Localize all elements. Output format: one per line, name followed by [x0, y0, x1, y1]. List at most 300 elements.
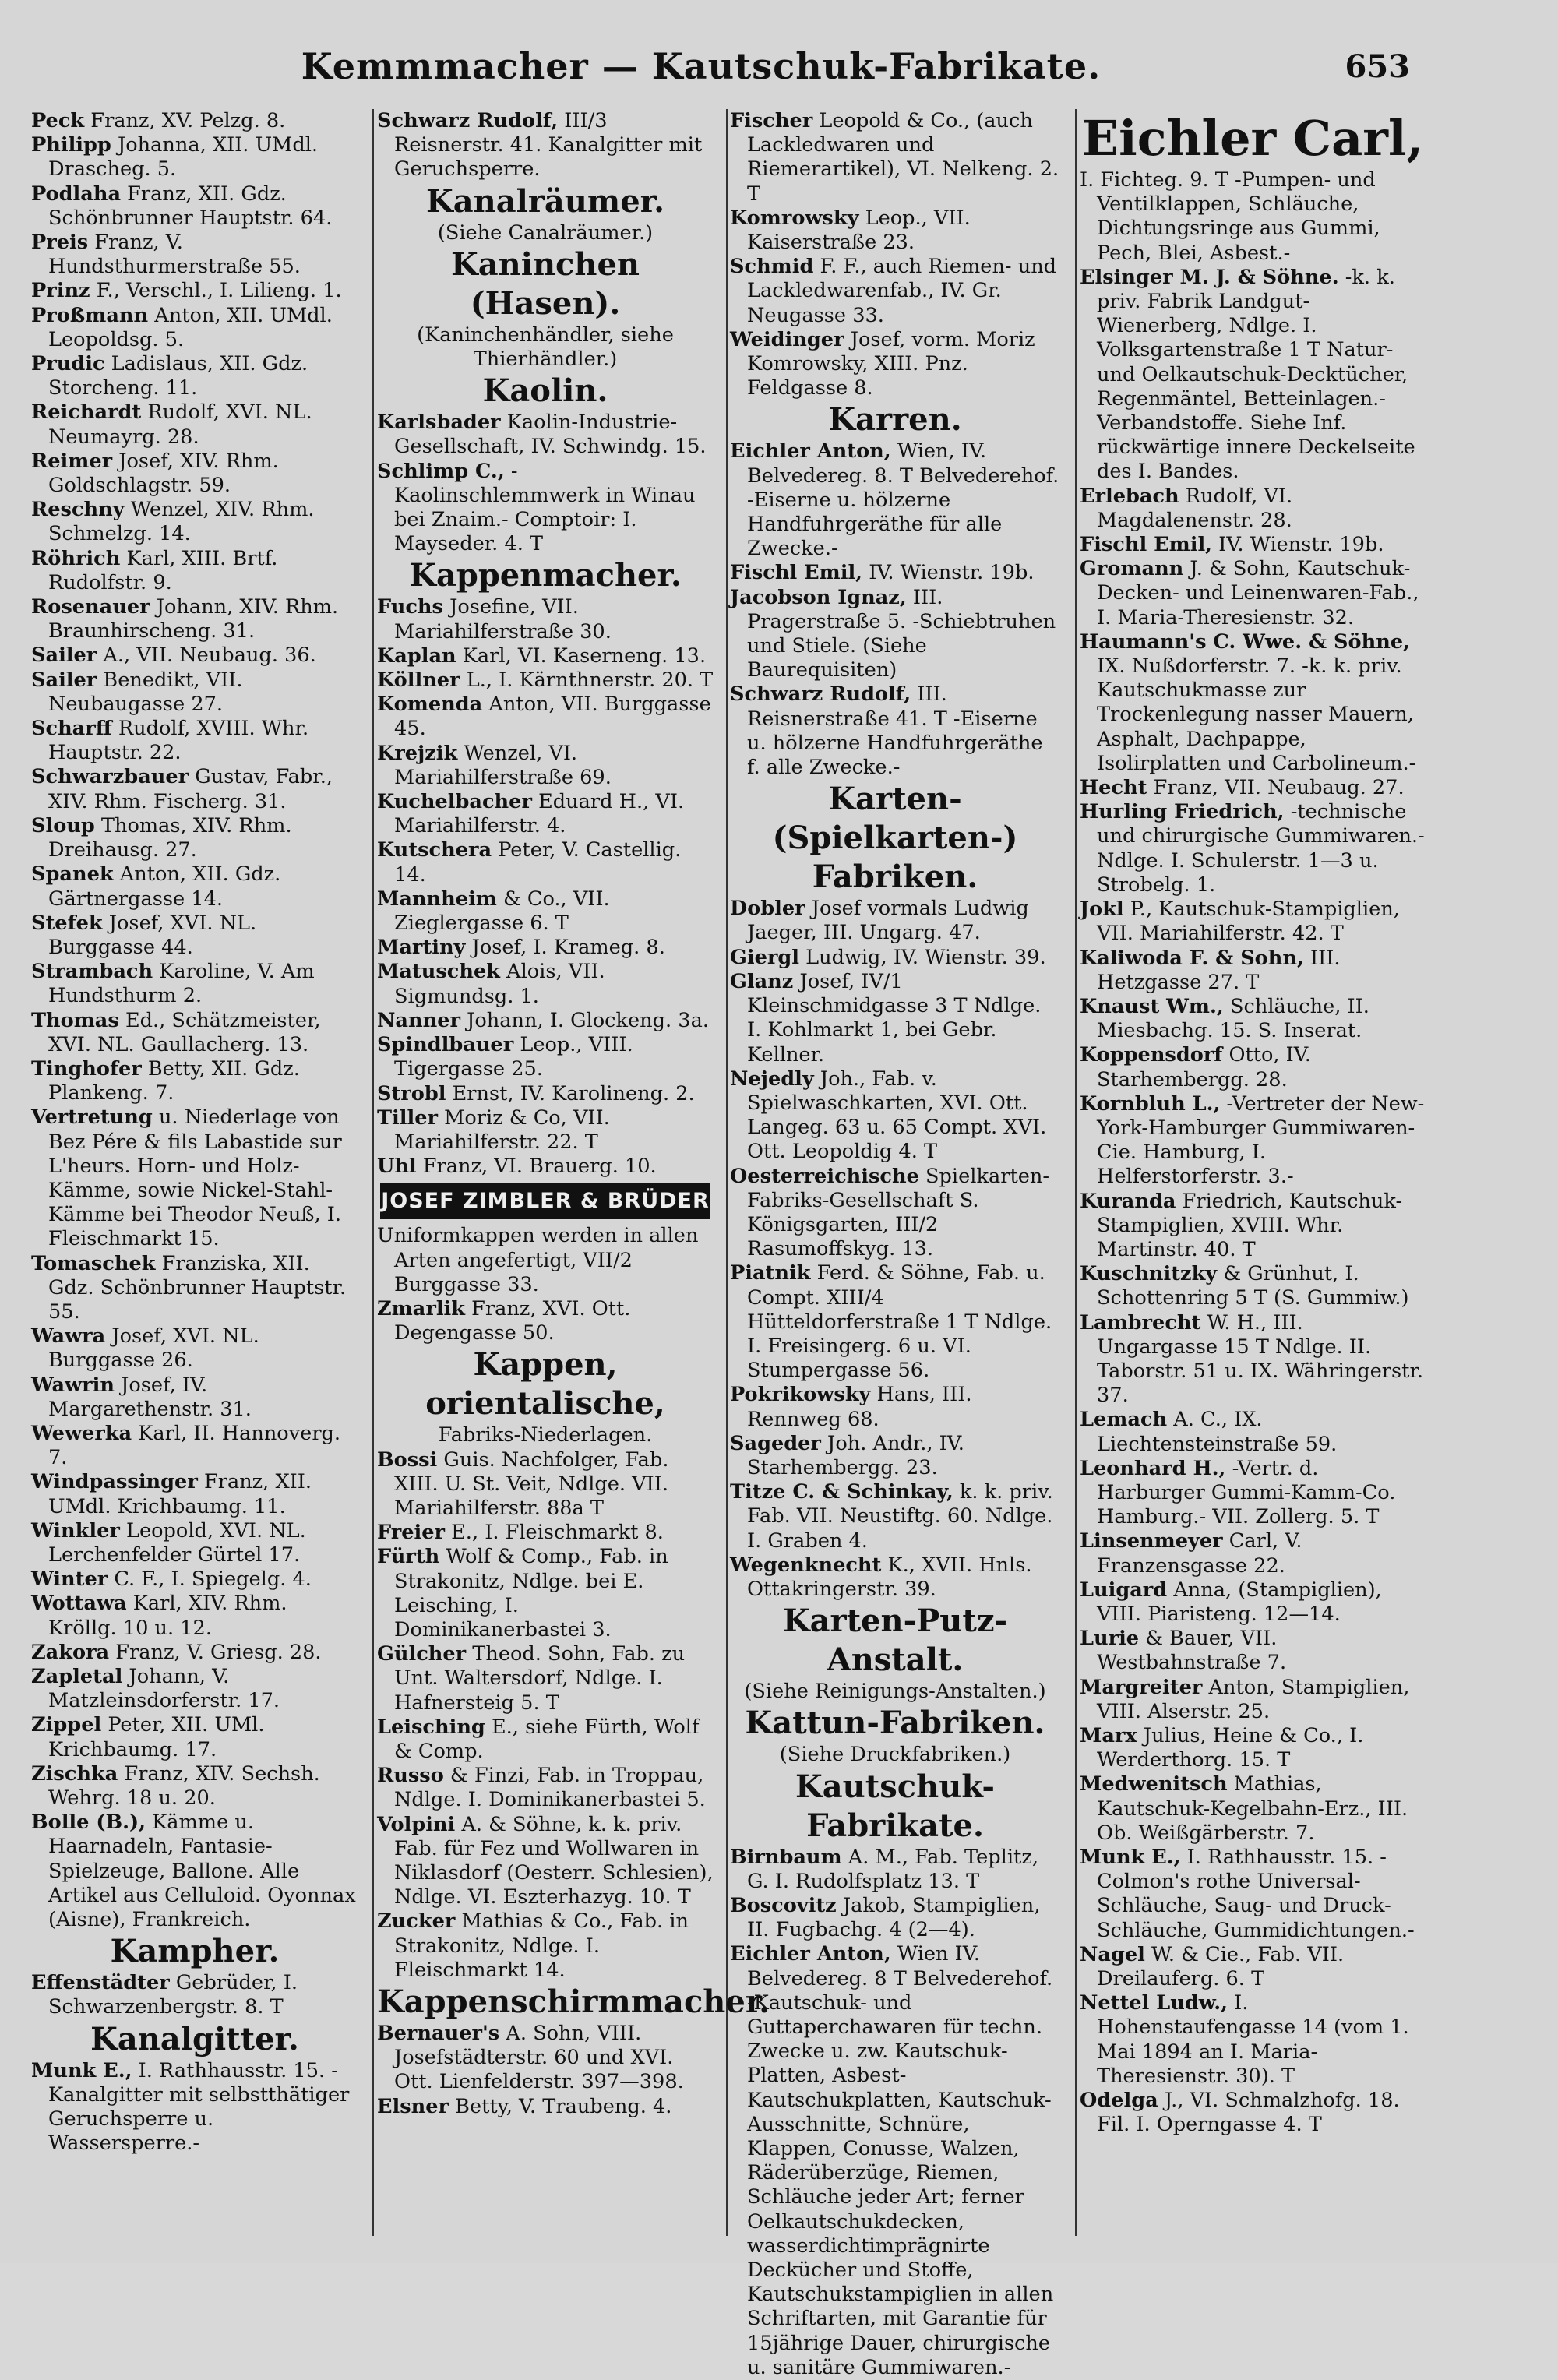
- directory-entry: [1080, 947, 1426, 995]
- directory-entry: [1080, 1846, 1426, 1943]
- entry-name: Luigard: [1080, 1578, 1168, 1602]
- entry-name: Peck: [31, 109, 85, 132]
- directory-entry: [377, 1155, 714, 1179]
- directory-entry: [377, 1009, 714, 1033]
- directory-entry: [1080, 800, 1426, 897]
- entry-name: Thomas: [31, 1008, 119, 1032]
- entry-name: Sailer: [31, 668, 97, 692]
- directory-entry: [31, 1567, 358, 1592]
- entry-name: Piatnik: [730, 1261, 811, 1285]
- entry-details: Ferd. & Söhne, Fab. u. Compt. XIII/4 Hütteldorferstraße 1 T Ndlge. I. Freisingerg. 6 u. VI. Stumpergasse 56.: [747, 1261, 1052, 1383]
- entry-details: Betty, V. Traubeng. 4.: [449, 2094, 672, 2118]
- entry-details: Wenzel, VI. Mariahilferstraße 69.: [394, 741, 612, 789]
- directory-entry: [377, 1448, 714, 1521]
- directory-entry: [31, 1105, 358, 1251]
- entry-details: Johann, I. Glockeng. 3a.: [460, 1008, 709, 1032]
- entry-name: Zakora: [31, 1640, 110, 1664]
- entry-details: Josef, XVI. NL. Burggasse 44.: [48, 911, 257, 959]
- entry-details: Franz, XII. UMdl. Krichbaumg. 11.: [48, 1470, 312, 1518]
- entry-name: Elsinger M. J. & Söhne.: [1080, 265, 1339, 289]
- entry-name: Effenstädter: [31, 1971, 170, 1995]
- directory-entry: [377, 595, 714, 643]
- entry-details: -technische und chirurgische Gummiwaren.- Ndlge. I. Schulerstr. 1—3 u. Strobelg. 1.: [1097, 800, 1425, 897]
- entry-name: Kaliwoda F. & Sohn,: [1080, 946, 1304, 970]
- directory-entry: [730, 1894, 1060, 1942]
- entry-name: Zucker: [377, 1909, 456, 1934]
- entry-name: Winkler: [31, 1518, 120, 1543]
- directory-entry: [31, 1713, 358, 1761]
- directory-entry: [1080, 1457, 1426, 1530]
- entry-name: Stefek: [31, 911, 103, 935]
- directory-entry: [1080, 1724, 1426, 1772]
- entry-details: Wien IV. Belvedereg. 8 T Belvederehof. -Kautschuk- und Guttaperchawaren für techn. Zwecke u. zw. Kautschuk-Platten, Asbest-Kautschukplatten, Kautschuk-Ausschnitte, Schnüre, Klappen, Conusse, Walzen, Räderüberzüge, Riemen, Schläuche jeder Art; ferner Oelkautschukdecken, wasserdichtimprägnirte Deckücher und Stoffe, Kautschukstampiglien in allen Schriftarten, mit Garantie für 15jährige Dauer, chirurgische u. sanitäre Gummiwaren.-: [747, 1942, 1054, 2379]
- entry-name: Bernauer's: [377, 2022, 500, 2045]
- entry-details: Mathias & Co., Fab. in Strakonitz, Ndlge. I. Fleischmarkt 14.: [394, 1909, 689, 1982]
- entry-details: Betty, XII. Gdz. Plankeng. 7.: [48, 1056, 300, 1105]
- directory-entry: [31, 498, 358, 546]
- directory-entry: [730, 1067, 1060, 1165]
- directory-entry: [1080, 533, 1426, 557]
- directory-entry: [31, 547, 358, 595]
- directory-entry: [1080, 897, 1426, 946]
- entry-details: Leopold & Co., (auch Lackledwaren und Riemerartikel), VI. Nelkeng. 2. T: [747, 109, 1059, 206]
- entry-name: Zischka: [31, 1761, 118, 1786]
- entry-name: Eichler Anton,: [730, 1942, 891, 1966]
- directory-entry: [31, 1762, 358, 1811]
- directory-entry: [31, 182, 358, 231]
- directory-entry: [377, 887, 714, 936]
- entry-name: Philipp: [31, 133, 111, 157]
- directory-entry: [31, 862, 358, 911]
- entry-details: I. Hohenstaufengasse 14 (vom 1. Mai 1894 an I. Maria-Theresienstr. 30). T: [1097, 1991, 1409, 2088]
- entry-name: Rosenauer: [31, 595, 150, 619]
- section-heading: Kaolin.: [482, 372, 608, 410]
- entry-details: III/3 Reisnerstr. 41. Kanalgitter mit Geruchsperre.: [394, 109, 703, 182]
- entry-name: Windpassinger: [31, 1470, 198, 1494]
- directory-entry: [377, 1033, 714, 1081]
- entry-details: III. Pragerstraße 5. -Schiebtruhen und Stiele. (Siehe Baurequisiten): [747, 585, 1056, 682]
- directory-entry: [31, 911, 358, 960]
- entry-details: J., VI. Schmalzhofg. 18. Fil. I. Operngasse 4. T: [1097, 2089, 1400, 2137]
- entry-name: Matuschek: [377, 960, 500, 984]
- directory-entry: [730, 206, 1060, 255]
- entry-details: Moriz & Co, VII. Mariahilferstr. 22. T: [394, 1105, 610, 1154]
- entry-details: F. F., auch Riemen- und Lackledwarenfab., IV. Gr. Neugasse 33.: [747, 255, 1057, 327]
- entry-details: Franz, XV. Pelzg. 8.: [84, 109, 286, 132]
- directory-entry: [730, 1165, 1060, 1262]
- entry-name: Wawrin: [31, 1373, 115, 1397]
- entry-details: Gustav, Fabr., XIV. Rhm. Fischerg. 31.: [48, 765, 333, 813]
- entry-name: Munk E.,: [1080, 1846, 1181, 1870]
- entry-details: Karl, VI. Kaserneng. 13.: [456, 643, 707, 668]
- section-heading: Karren.: [828, 401, 962, 439]
- directory-entry: [1080, 1311, 1426, 1409]
- directory-entry: [31, 1422, 358, 1470]
- entry-name: Wottawa: [31, 1592, 127, 1616]
- entry-name: Nejedly: [730, 1067, 814, 1091]
- entry-details: Rudolf, XVIII. Whr. Hauptstr. 22.: [48, 717, 309, 765]
- entry-details: W. H., III. Ungargasse 15 T Ndlge. II. Taborstr. 51 u. IX. Währingerstr. 37.: [1097, 1310, 1424, 1408]
- directory-entry: [377, 1545, 714, 1642]
- entry-name: Jokl: [1080, 897, 1124, 922]
- entry-details: III. Hetzgasse 27. T: [1097, 946, 1341, 994]
- section-note: (Siehe Druckfabriken.): [779, 1743, 1011, 1767]
- entry-name: Tiller: [377, 1105, 438, 1130]
- entry-details: F., Verschl., I. Lilieng. 1.: [90, 279, 342, 303]
- directory-entry: [31, 765, 358, 813]
- directory-entry: [31, 960, 358, 1008]
- directory-entry: [1080, 557, 1426, 630]
- entry-name: Koppensdorf: [1080, 1043, 1223, 1067]
- section-heading: Karten-(Spielkarten-) Fabriken.: [772, 781, 1018, 896]
- directory-entry: [31, 668, 358, 717]
- directory-entry: [31, 1592, 358, 1640]
- entry-name: Zmarlik: [377, 1296, 466, 1320]
- entry-details: Leop., VIII. Tigergasse 25.: [394, 1033, 633, 1081]
- directory-entry: [1080, 1627, 1426, 1675]
- entry-name: Schwarzbauer: [31, 765, 189, 789]
- directory-entry: [31, 717, 358, 765]
- entry-details: C. F., I. Spiegelg. 4.: [108, 1567, 312, 1592]
- entry-details: Anton, XII. Gdz. Gärtnergasse 14.: [48, 862, 281, 911]
- directory-entry: [1080, 1262, 1426, 1310]
- display-advertisement-name: Eichler Carl,: [1081, 110, 1424, 167]
- entry-details: Friedrich, Kautschuk-Stampiglien, XVIII. Whr. Martinstr. 40. T: [1097, 1189, 1403, 1261]
- directory-entry: [31, 1252, 358, 1325]
- entry-name: Komenda: [377, 693, 483, 717]
- entry-name: Krejzik: [377, 741, 458, 765]
- entry-name: Birnbaum: [730, 1845, 842, 1869]
- entry-name: Sageder: [730, 1431, 821, 1455]
- section-heading: Kappen, orientalische,: [425, 1346, 665, 1423]
- directory-entry: [31, 231, 358, 279]
- entry-name: Dobler: [730, 897, 805, 921]
- directory-entry: [31, 643, 358, 668]
- entry-details: Theod. Sohn, Fab. zu Unt. Waltersdorf, Ndlge. I. Hafnersteig 5. T: [394, 1642, 686, 1715]
- entry-details: k. k. priv. Fab. VII. Neustiftg. 60. Ndlge. I. Graben 4.: [747, 1480, 1053, 1553]
- entry-name: Nagel: [1080, 1942, 1145, 1966]
- entry-details: Leopold, XVI. NL. Lerchenfelder Gürtel 17.: [48, 1518, 306, 1567]
- entry-details: Karl, II. Hannoverg. 7.: [48, 1421, 341, 1470]
- directory-entry: [1080, 776, 1426, 800]
- directory-entry: [377, 1715, 714, 1764]
- entry-name: Strobl: [377, 1081, 446, 1105]
- entry-name: Glanz: [730, 969, 794, 993]
- entry-name: Kuchelbacher: [377, 790, 532, 814]
- section-heading: Kampher.: [110, 1933, 280, 1970]
- entry-details: Josef, IV. Margarethenstr. 31.: [48, 1373, 252, 1421]
- entry-details: A. M., Fab. Teplitz, G. I. Rudolfsplatz 13. T: [747, 1845, 1038, 1893]
- entry-details: I. Rathhausstr. 15. -Kanalgitter mit selbstthätiger Geruchsperre u. Wassersperre.-: [48, 2058, 350, 2156]
- entry-name: Zapletal: [31, 1665, 123, 1688]
- entry-name: Tomaschek: [31, 1251, 156, 1275]
- entry-name: Reschny: [31, 498, 125, 522]
- directory-entry: [730, 1846, 1060, 1894]
- directory-entry: [1080, 485, 1426, 533]
- directory-entry: [730, 946, 1060, 970]
- directory-entry: [31, 352, 358, 400]
- entry-details: Spielkarten-Fabriks-Gesellschaft S. Königsgarten, III/2 Rasumoffskyg. 13.: [747, 1164, 1050, 1261]
- entry-details: Joh. Andr., IV. Starhembergg. 23.: [747, 1431, 964, 1479]
- entry-details: IV. Wienstr. 19b.: [862, 561, 1035, 585]
- directory-entry: [1080, 1190, 1426, 1263]
- directory-entry: [31, 595, 358, 643]
- directory-entry: [31, 279, 358, 303]
- entry-name: Leisching: [377, 1715, 485, 1739]
- directory-entry: [1080, 1408, 1426, 1456]
- entry-details: Mathias, Kautschuk-Kegelbahn-Erz., III. Ob. Weißgärberstr. 7.: [1097, 1772, 1408, 1845]
- entry-details: J. & Sohn, Kautschuk-Decken- und Leinenwaren-Fab., I. Maria-Theresienstr. 32.: [1097, 557, 1419, 629]
- directory-entry: [730, 439, 1060, 561]
- directory-entry: [31, 1470, 358, 1518]
- directory-entry: [730, 1942, 1060, 2380]
- entry-details: Franz, V. Hundsthurmerstraße 55.: [48, 231, 301, 279]
- entry-name: Reichardt: [31, 400, 142, 425]
- entry-name: Munk E.,: [31, 2058, 132, 2082]
- entry-details: Otto, IV. Starhembergg. 28.: [1097, 1043, 1311, 1091]
- directory-entry: [1080, 1578, 1426, 1627]
- columns: [31, 109, 1426, 2379]
- entry-name: Martiny: [377, 936, 466, 960]
- entry-details: Franz, XII. Gdz. Schönbrunner Hauptstr. 64.: [48, 182, 333, 230]
- entry-name: Knaust Wm.,: [1080, 994, 1224, 1018]
- directory-entry: [31, 1665, 358, 1713]
- entry-name: Nanner: [377, 1008, 460, 1032]
- entry-name: Giergl: [730, 945, 799, 969]
- entry-name: Lurie: [1080, 1627, 1140, 1651]
- entry-name: Kuranda: [1080, 1189, 1176, 1213]
- section-heading: Kattun-Fabriken.: [745, 1705, 1045, 1742]
- directory-entry: [730, 1480, 1060, 1553]
- directory-entry: [31, 304, 358, 352]
- entry-name: Haumann's C. Wwe. & Söhne,: [1080, 629, 1411, 654]
- section-heading: Karten-Putz-Anstalt.: [782, 1603, 1008, 1679]
- entry-details: Gebrüder, I. Schwarzenbergstr. 8. T: [48, 1971, 298, 2019]
- entry-details: Julius, Heine & Co., I. Werderthorg. 15. T: [1097, 1724, 1364, 1772]
- entry-name: Eichler Anton,: [730, 439, 891, 464]
- entry-name: Kutschera: [377, 838, 492, 862]
- section-note: (Siehe Reinigungs-Anstalten.): [744, 1680, 1046, 1704]
- section-heading: Kautschuk-Fabrikate.: [795, 1768, 995, 1844]
- entry-name: Prudic: [31, 352, 105, 376]
- entry-name: Hecht: [1080, 776, 1147, 800]
- entry-name: Freier: [377, 1521, 445, 1545]
- directory-entry: [31, 109, 358, 133]
- entry-details: I. Rathhausstr. 15. -Colmon's rothe Universal-Schläuche, Saug- und Druck-Schläuche, Gummidichtungen.-: [1097, 1846, 1415, 1942]
- entry-details: Karoline, V. Am Hundsthurm 2.: [48, 960, 315, 1008]
- entry-name: Karlsbader: [377, 411, 501, 435]
- directory-entry: [377, 693, 714, 741]
- directory-entry: [1080, 168, 1426, 266]
- directory-entry: [1080, 1092, 1426, 1190]
- directory-entry: [31, 1519, 358, 1567]
- entry-name: Linsenmeyer: [1080, 1529, 1223, 1553]
- entry-details: Johann, V. Matzleinsdorferstr. 17.: [48, 1665, 280, 1713]
- entry-details: Eduard H., VI. Mariahilferstr. 4.: [394, 790, 685, 838]
- directory-entry: [377, 2022, 714, 2095]
- entry-name: Jacobson Ignaz,: [730, 585, 907, 609]
- entry-name: Erlebach: [1080, 484, 1179, 508]
- entry-details: Franz, XVI. Ott. Degengasse 50.: [394, 1296, 631, 1345]
- entry-details: Josef, vorm. Moriz Komrowsky, XIII. Pnz. Feldgasse 8.: [747, 327, 1035, 400]
- entry-name: Kaplan: [377, 643, 456, 668]
- directory-entry: [31, 1324, 358, 1373]
- entry-details: & Co., VII. Zieglergasse 6. T: [394, 887, 610, 936]
- entry-name: Fischl Emil,: [1080, 533, 1213, 557]
- entry-details: Josef vormals Ludwig Jaeger, III. Ungarg. 47.: [747, 897, 1029, 945]
- entry-name: Podlaha: [31, 182, 122, 206]
- entry-name: Vertretung: [31, 1105, 153, 1130]
- entry-name: Oesterreichische: [730, 1164, 919, 1188]
- entry-name: Boscovitz: [730, 1893, 837, 1917]
- entry-details: Rudolf, XVI. NL. Neumayrg. 28.: [48, 400, 312, 449]
- directory-entry: [1080, 1943, 1426, 1991]
- entry-details: W. & Cie., Fab. VII. Dreilauferg. 6. T: [1097, 1942, 1345, 1991]
- entry-details: Peter, XII. UMl. Krichbaumg. 17.: [48, 1713, 265, 1761]
- entry-name: Hurling Friedrich,: [1080, 800, 1285, 824]
- section-heading: Kanalräumer.: [425, 182, 665, 220]
- entry-details: -Vertr. d. Harburger Gummi-Kamm-Co. Hamburg.- VII. Zollerg. 5. T: [1097, 1456, 1396, 1529]
- entry-name: Prinz: [31, 279, 90, 303]
- entry-details: A. C., IX. Liechtensteinstraße 59.: [1097, 1408, 1338, 1456]
- directory-entry: [377, 411, 714, 459]
- section-heading: Kappenmacher.: [409, 557, 682, 594]
- entry-name: Fischl Emil,: [730, 561, 863, 585]
- entry-details: E., I. Fleischmarkt 8.: [444, 1521, 664, 1545]
- directory-entry: [1080, 995, 1426, 1043]
- directory-entry: [377, 1642, 714, 1715]
- entry-name: Wewerka: [31, 1421, 132, 1445]
- directory-entry: [377, 1082, 714, 1106]
- directory-entry: [1080, 630, 1426, 776]
- entry-name: Schwarz Rudolf,: [377, 109, 559, 132]
- entry-details: Peter, V. Castellig. 14.: [394, 838, 682, 887]
- entry-name: Tinghofer: [31, 1056, 142, 1081]
- page-number: 653: [1345, 48, 1410, 85]
- entry-name: Lemach: [1080, 1408, 1168, 1432]
- entry-name: Russo: [377, 1764, 444, 1788]
- entry-name: Mannheim: [377, 887, 497, 911]
- entry-details: Josef, XVI. NL. Burggasse 26.: [48, 1324, 259, 1373]
- entry-name: Fischer: [730, 109, 813, 132]
- entry-details: Franz, VII. Neubaug. 27.: [1147, 776, 1405, 800]
- entry-details: Anton, Stampiglien, VIII. Alserstr. 25.: [1097, 1675, 1410, 1723]
- directory-entry: [730, 328, 1060, 401]
- entry-name: Gromann: [1080, 557, 1184, 581]
- entry-name: Schwarz Rudolf,: [730, 682, 911, 707]
- directory-entry: [377, 2095, 714, 2119]
- directory-entry: [31, 814, 358, 862]
- entry-name: Fuchs: [377, 595, 443, 619]
- entry-details: Josef, XIV. Rhm. Goldschlagstr. 59.: [48, 449, 279, 498]
- directory-entry: [377, 1764, 714, 1812]
- entry-name: Volpini: [377, 1812, 456, 1836]
- entry-name: Preis: [31, 231, 89, 255]
- entry-details: Kaolin-Industrie-Gesellschaft, IV. Schwindg. 15.: [394, 411, 707, 459]
- entry-name: Sloup: [31, 813, 95, 837]
- directory-entry: [31, 133, 358, 182]
- entry-name: Leonhard H.,: [1080, 1456, 1226, 1480]
- directory-entry: [1080, 1772, 1426, 1846]
- entry-details: Rudolf, VI. Magdalenenstr. 28.: [1097, 484, 1293, 532]
- directory-entry: [730, 561, 1060, 585]
- directory-entry: [31, 1009, 358, 1057]
- entry-details: Johann, XIV. Rhm. Braunhirscheng. 31.: [48, 595, 339, 643]
- directory-entry: [730, 970, 1060, 1067]
- entry-details: Franz, VI. Brauerg. 10.: [416, 1155, 657, 1179]
- entry-details: Franziska, XII. Gdz. Schönbrunner Hauptstr. 55.: [48, 1251, 347, 1324]
- entry-details: Josef, I. Krameg. 8.: [465, 936, 665, 960]
- advertisement-banner: JOSEF ZIMBLER & BRÜDER: [380, 1183, 710, 1219]
- entry-details: Ed., Schätzmeister, XVI. NL. Gaullacherg. 13.: [48, 1008, 321, 1056]
- entry-details: Franz, XIV. Sechsh. Wehrg. 18 u. 20.: [48, 1761, 320, 1811]
- directory-entry: [31, 450, 358, 498]
- entry-details: Franz, V. Griesg. 28.: [109, 1640, 322, 1664]
- section-note: (Kaninchenhändler, siehe Thierhändler.): [417, 323, 674, 372]
- directory-entry: [730, 1553, 1060, 1602]
- entry-details: Ernst, IV. Karolineng. 2.: [446, 1081, 695, 1105]
- directory-entry: [31, 1641, 358, 1665]
- entry-details: Benedikt, VII. Neubaugasse 27.: [48, 668, 243, 716]
- entry-name: Spindlbauer: [377, 1033, 514, 1057]
- directory-entry: [730, 897, 1060, 945]
- entry-name: Komrowsky: [730, 206, 859, 230]
- entry-details: A. Sohn, VIII. Josefstädterstr. 60 und XVI. Ott. Lienfelderstr. 397—398.: [394, 2022, 684, 2094]
- directory-entry: [730, 1261, 1060, 1383]
- entry-name: Scharff: [31, 717, 112, 741]
- section-note: Fabriks-Niederlagen.: [438, 1423, 653, 1447]
- directory-entry: [31, 1971, 358, 2019]
- directory-entry: [730, 1432, 1060, 1480]
- entry-details: Schläuche, II. Miesbachg. 15. S. Inserat.: [1097, 994, 1369, 1043]
- entry-name: Röhrich: [31, 546, 121, 570]
- section-heading: Kaninchen (Hasen).: [450, 245, 640, 322]
- entry-details: IV. Wienstr. 19b.: [1212, 533, 1384, 557]
- section-heading: Kappenschirmmacher.: [377, 1983, 770, 2020]
- entry-name: Uhl: [377, 1155, 417, 1179]
- column-3: [730, 109, 1060, 2379]
- entry-name: Marx: [1080, 1724, 1137, 1747]
- entry-details: Wien, IV. Belvedereg. 8. T Belvederehof. -Eiserne u. hölzerne Handfuhrgeräthe für alle Zwecke.-: [747, 439, 1059, 561]
- running-head: Kemmmacher — Kautschuk-Fabrikate.: [301, 45, 1102, 87]
- directory-entry: [1080, 1991, 1426, 2089]
- directory-entry: [31, 1811, 358, 1932]
- entry-details: Ludwig, IV. Wienstr. 39.: [798, 945, 1046, 969]
- entry-name: Fürth: [377, 1545, 440, 1569]
- directory-entry: [377, 742, 714, 790]
- entry-details: Ladislaus, XII. Gdz. Storcheng. 11.: [48, 352, 308, 400]
- entry-name: Pokrikowsky: [730, 1383, 871, 1407]
- entry-details: & Finzi, Fab. in Troppau, Ndlge. I. Dominikanerbastei 5.: [394, 1764, 706, 1812]
- directory-entry: [1080, 2089, 1426, 2137]
- entry-details: & Grünhut, I. Schottenring 5 T (S. Gummiw.): [1097, 1262, 1409, 1310]
- entry-name: Proßmann: [31, 303, 149, 327]
- directory-entry: [377, 960, 714, 1008]
- entry-name: Kornbluh L.,: [1080, 1091, 1221, 1116]
- entry-details: Leop., VII. Kaiserstraße 23.: [747, 206, 971, 255]
- directory-entry: [377, 1224, 714, 1297]
- entry-name: Elsner: [377, 2094, 449, 2118]
- directory-entry: [377, 644, 714, 668]
- entry-details: Kämme u. Haarnadeln, Fantasie-Spielzeuge, Ballone. Alle Artikel aus Celluloid. Oyonnax (Aisne), Frankreich.: [48, 1811, 356, 1932]
- entry-details: Hans, III. Rennweg 68.: [747, 1383, 972, 1431]
- entry-details: Josef, IV/1 Kleinschmidgasse 3 T Ndlge. I. Kohlmarkt 1, bei Gebr. Kellner.: [747, 969, 1042, 1067]
- entry-details: K., XVII. Hnls. Ottakringerstr. 39.: [747, 1553, 1032, 1601]
- directory-entry: [730, 682, 1060, 780]
- entry-name: Medwenitsch: [1080, 1772, 1228, 1796]
- entry-name: Bolle (B.),: [31, 1811, 146, 1835]
- entry-details: A. & Söhne, k. k. priv. Fab. für Fez und Wollwaren in Niklasdorf (Oesterr. Schlesien), Ndlge. VI. Eszterhazyg. 10. T: [394, 1812, 714, 1909]
